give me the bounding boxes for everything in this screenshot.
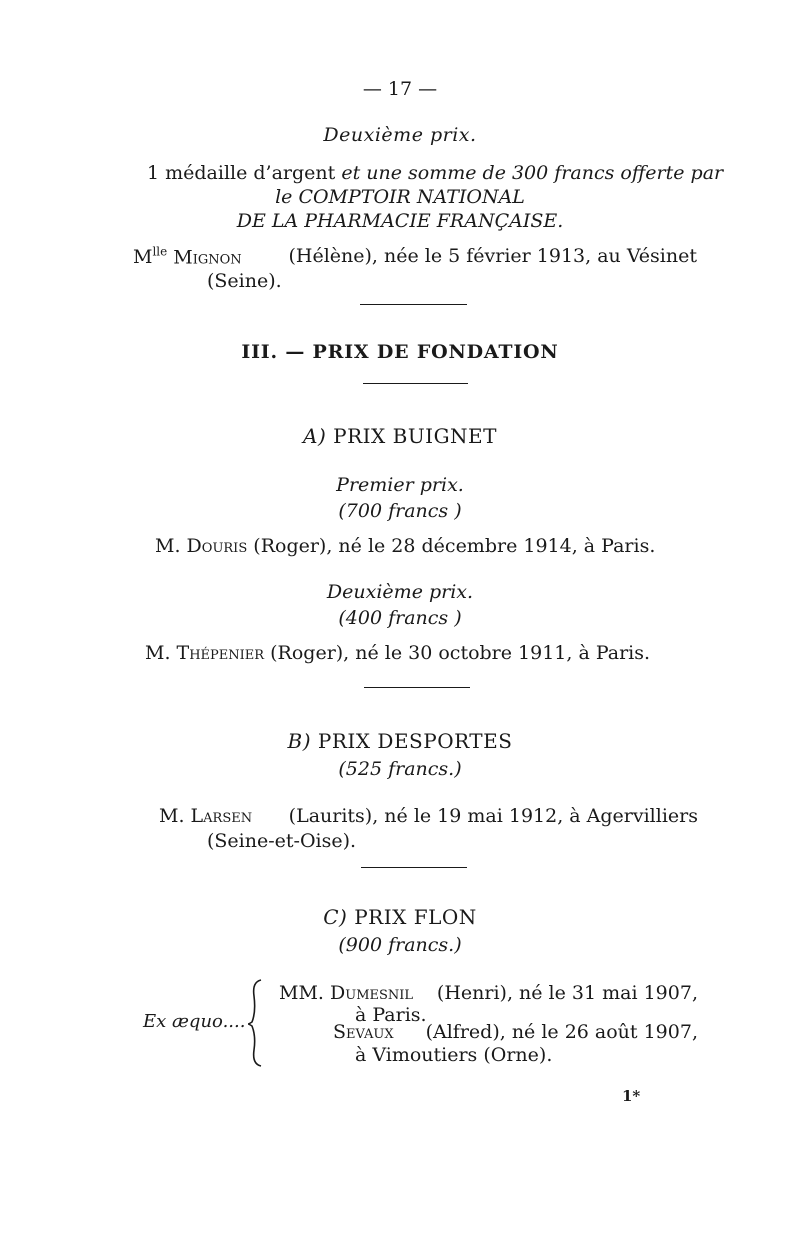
sevaux-details-2: à Vimoutiers (Orne). (355, 1044, 553, 1066)
section-iii-heading: III. — PRIX DE FONDATION (241, 341, 559, 363)
dumesnil-prefix: MM. (279, 982, 324, 1004)
page-number: — 17 — (362, 78, 438, 100)
thepenier-entry (145, 642, 650, 664)
mignon-name (133, 245, 242, 268)
larsen-name-group (159, 805, 252, 827)
winner-name-thepenier: Thépenier (176, 642, 265, 664)
comptoir-line: le COMPTOIR NATIONAL (275, 186, 525, 208)
douris-prefix: M. (155, 535, 181, 557)
prix-a-letter: A) (303, 424, 327, 448)
douris-entry (155, 535, 655, 557)
larsen-details-2: (Seine-et-Oise). (207, 830, 357, 852)
medal-line-italic: et une somme de 300 francs offerte par (341, 162, 724, 184)
divider (361, 867, 467, 868)
winner-name-douris: Douris (186, 535, 248, 557)
mignon-details-2: (Seine). (207, 270, 282, 292)
prix-c-title: PRIX FLON (354, 905, 477, 929)
mignon-entry (133, 245, 697, 268)
premier-prix-amount: (700 francs ) (338, 500, 462, 522)
dumesnil-entry (279, 982, 698, 1004)
mignon-details: (Hélène), née le 5 février 1913, au Vésinet (288, 245, 697, 267)
flon-amount: (900 francs.) (338, 934, 462, 956)
prix-c-letter: C) (323, 905, 348, 929)
sevaux-details: (Alfred), né le 26 août 1907, (425, 1021, 698, 1043)
second-prize-heading: Deuxième prix. (323, 124, 477, 146)
deuxieme-prix-label: Deuxième prix. (326, 581, 474, 603)
medal-line-prefix: 1 médaille d’argent (147, 162, 336, 184)
larsen-entry (159, 805, 698, 827)
divider (364, 687, 470, 688)
dumesnil-details-2: à Paris. (355, 1004, 427, 1026)
pharmacie-line: DE LA PHARMACIE FRANÇAISE. (236, 210, 564, 232)
divider (363, 383, 468, 384)
sevaux-entry (333, 1021, 698, 1043)
larsen-details: (Laurits), né le 19 mai 1912, à Agervilliers (288, 805, 698, 827)
winner-name-sevaux: Sevaux (333, 1021, 394, 1043)
medal-line (147, 162, 723, 184)
ex-aequo-label: Ex æquo.... (143, 1011, 246, 1032)
signature-mark: 1* (622, 1087, 641, 1105)
curly-brace-icon (246, 978, 266, 1068)
prix-b-letter: B) (287, 729, 312, 753)
prix-flon-heading (0, 905, 800, 929)
prix-desportes-heading (0, 729, 800, 753)
thepenier-prefix: M. (145, 642, 171, 664)
winner-name-larsen: Larsen (190, 805, 253, 827)
desportes-amount: (525 francs.) (338, 758, 462, 780)
prix-b-title: PRIX DESPORTES (317, 729, 513, 753)
winner-name-mignon: Mignon (173, 246, 242, 269)
premier-prix-label: Premier prix. (336, 474, 464, 496)
deuxieme-prix-amount: (400 francs ) (338, 607, 462, 629)
thepenier-details: (Roger), né le 30 octobre 1911, à Paris. (270, 642, 651, 664)
title-mlle: $M^{lle}$ (133, 245, 168, 269)
prix-a-title: PRIX BUIGNET (333, 424, 497, 448)
divider (360, 304, 467, 305)
douris-details: (Roger), né le 28 décembre 1914, à Paris. (253, 535, 656, 557)
dumesnil-details: (Henri), né le 31 mai 1907, (436, 982, 698, 1004)
dumesnil-name-group (279, 982, 413, 1004)
prix-buignet-heading (0, 424, 800, 448)
winner-name-dumesnil: Dumesnil (330, 982, 414, 1004)
larsen-prefix: M. (159, 805, 185, 827)
